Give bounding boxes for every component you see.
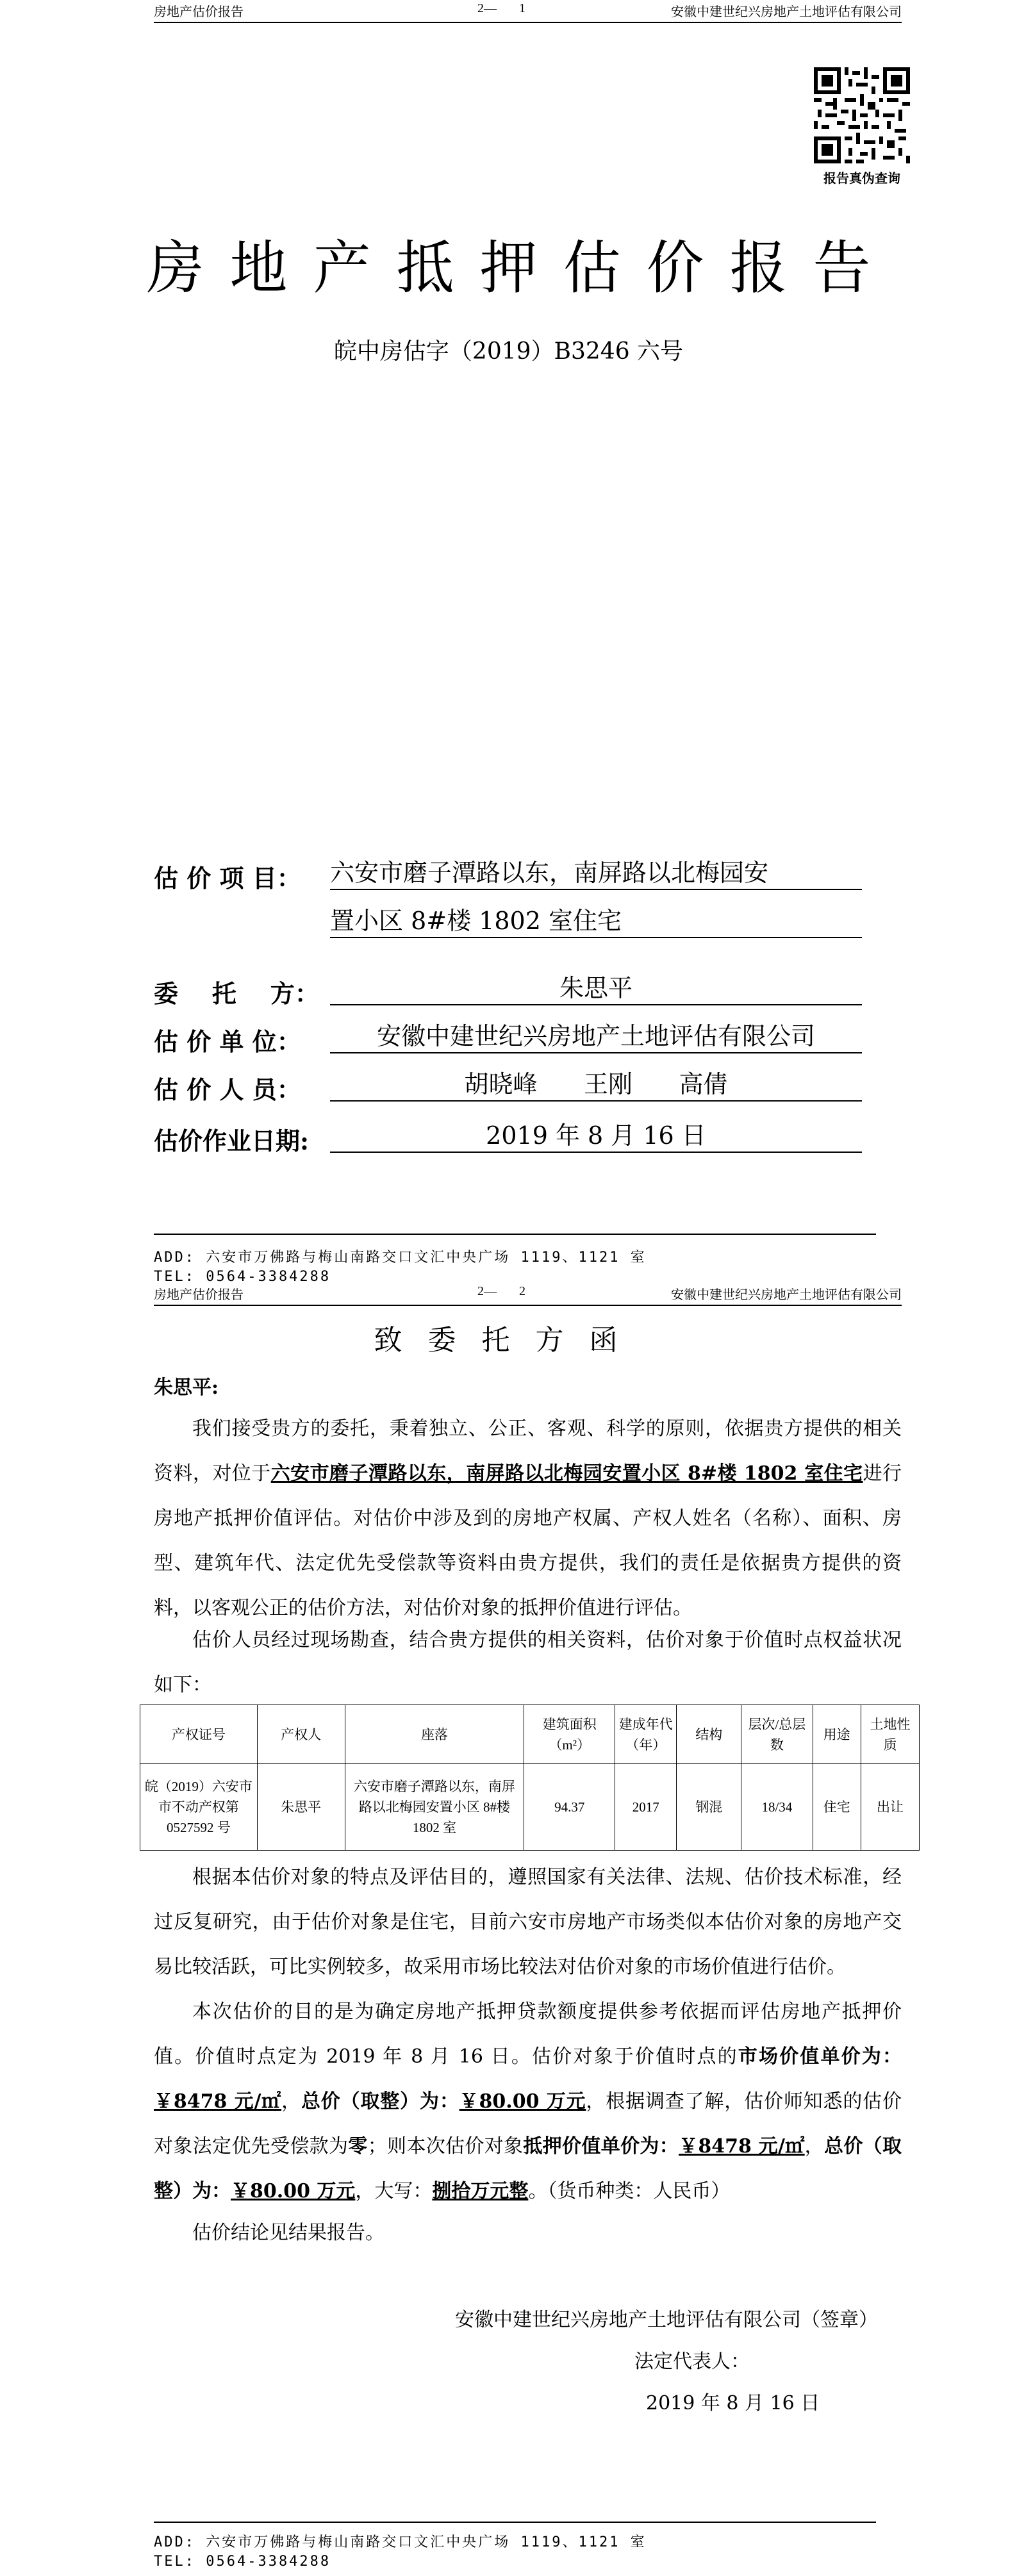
paragraph-2: 估价人员经过现场勘查，结合贵方提供的相关资料，估价对象于价值时点权益状况如下： — [154, 1629, 902, 1696]
header-company: 安徽中建世纪兴房地产土地评估有限公司 — [671, 1288, 902, 1302]
table-header: 层次/总层数 — [741, 1705, 813, 1764]
table-header: 座落 — [345, 1705, 524, 1764]
client-label: 委 托 方： — [154, 979, 319, 1008]
table-cell: 94.37 — [524, 1764, 615, 1851]
p1-address: 六安市磨子潭路以东，南屏路以北梅园安置小区 8#楼 1802 室住宅 — [270, 1462, 863, 1485]
page2-footer-tel: TEL: 0564-3384288 — [154, 2554, 331, 2570]
report-number: 皖中房估字（2019）B3246 六号 — [333, 338, 684, 365]
page1-footer-address: ADD: 六安市万佛路与梅山南路交口文汇中央广场 1119、1121 室 — [154, 1250, 647, 1266]
header-page-number: 2— 2 — [477, 1284, 525, 1298]
paragraph-3: 根据本估价对象的特点及评估目的，遵照国家有关法律、法规、估价技术标准，经过反复研究，由于估价对象是住宅，目前六安市房地产市场类似本估价对象的房地产交易比较活跃，可比实例较多，故采用市场比较法对估价对象的市场价值进行估价。 — [154, 1866, 902, 1978]
p4-total-price: ￥80.00 万元 — [459, 2090, 586, 2113]
table-header: 产权证号 — [140, 1705, 258, 1764]
table-row — [140, 1764, 920, 1851]
table-cell: 朱思平 — [257, 1764, 345, 1851]
page2-header — [154, 1283, 902, 1306]
p4-unit-price: ￥8478 元/㎡ — [154, 2090, 282, 2113]
paragraph-4 — [154, 1990, 902, 2214]
table-cell: 住宅 — [813, 1764, 861, 1851]
unit-label: 估 价 单 位： — [154, 1027, 301, 1056]
table-header: 土地性质 — [861, 1705, 920, 1764]
signature-representative: 法定代表人： — [634, 2350, 750, 2373]
p4-l: ， — [804, 2135, 824, 2158]
page2-footer-rule — [154, 2522, 876, 2523]
table-header: 用途 — [813, 1705, 861, 1764]
table-header: 建成年代（年） — [615, 1705, 677, 1764]
project-value-line2-text: 置小区 8#楼 1802 室住宅 — [330, 907, 622, 935]
p4-h: 零 — [348, 2135, 368, 2158]
p4-a: 本次估价的目的是为确定房地产抵押贷款额度提供参考依据而评估房地产抵押价值。价值时点定为 2019 年 8 月 16 日。估价对象于价值时点的 — [154, 2001, 902, 2068]
header-page-number: 2— 1 — [477, 1, 525, 15]
table-header-row — [140, 1705, 920, 1764]
p4-i: ；则本次估价对象 — [367, 2135, 524, 2158]
p4-e: 总价（取整）为： — [301, 2090, 459, 2113]
project-value-line2 — [330, 905, 862, 938]
p4-mortgage-total: ￥80.00 万元 — [231, 2180, 356, 2202]
p4-m: 总价（取整）为： — [154, 2135, 902, 2202]
p4-d: ， — [281, 2090, 301, 2113]
project-value-line1: 六安市磨子潭路以东，南屏路以北梅园安 — [330, 857, 862, 890]
p4-b: 市场价值单价为： — [738, 2045, 902, 2068]
qr-caption: 报告真伪查询 — [823, 170, 900, 186]
table-cell: 18/34 — [741, 1764, 813, 1851]
p4-uppercase-amount: 捌拾万元整 — [432, 2180, 529, 2202]
table-cell: 钢混 — [677, 1764, 741, 1851]
p4-mortgage-unit-price: ￥8478 元/㎡ — [679, 2135, 805, 2158]
table-cell: 皖（2019）六安市市不动产权第 0527592 号 — [140, 1764, 258, 1851]
page1-footer-rule — [154, 1234, 876, 1235]
qr-code-image — [814, 67, 910, 163]
p1-text-a: 我们接受贵方的委托，秉着独立、公正、客观、科学的原则，依据贵方提供的相关资料，对位于 — [154, 1417, 902, 1485]
table-header: 建筑面积（m²） — [524, 1705, 615, 1764]
signature-date: 2019 年 8 月 16 日 — [646, 2392, 820, 2415]
p4-o: ，大写： — [355, 2180, 433, 2202]
letter-title: 致委托方函 — [374, 1324, 643, 1357]
table-cell: 六安市磨子潭路以东，南屏路以北梅园安置小区 8#楼 1802 室 — [345, 1764, 524, 1851]
appraisers-label: 估 价 人 员： — [154, 1075, 301, 1104]
table-header: 产权人 — [257, 1705, 345, 1764]
p1-text-c: 进行房地产抵押价值评估。对估价中涉及到的房地产权属、产权人姓名（名称）、面积、房型、建筑年代、法定优先受偿款等资料由贵方提供，我们的责任是依据贵方提供的资料，以客观公正的估价方法，对估价对象的抵押价值进行评估。 — [154, 1462, 902, 1619]
signature-company: 安徽中建世纪兴房地产土地评估有限公司（签章） — [455, 2309, 878, 2331]
p4-q: 。（货币种类：人民币） — [528, 2180, 731, 2202]
p4-j: 抵押价值单价为： — [523, 2135, 679, 2158]
date-label: 估价作业日期: — [154, 1127, 310, 1155]
p4-g: ，根据调查了解，估价师知悉的估价对象法定优先受偿款为 — [154, 2090, 902, 2158]
header-company: 安徽中建世纪兴房地产土地评估有限公司 — [671, 5, 902, 19]
salutation: 朱思平: — [154, 1376, 219, 1399]
header-left: 房地产估价报告 — [154, 5, 244, 19]
header-left: 房地产估价报告 — [154, 1288, 244, 1302]
table-cell: 2017 — [615, 1764, 677, 1851]
table-header: 结构 — [677, 1705, 741, 1764]
unit-value: 安徽中建世纪兴房地产土地评估有限公司 — [330, 1020, 862, 1053]
project-label: 估 价 项 目： — [154, 864, 301, 893]
page1-footer-tel: TEL: 0564-3384288 — [154, 1269, 331, 1285]
page1-header — [154, 0, 902, 23]
client-value: 朱思平 — [330, 972, 862, 1005]
paragraph-1 — [154, 1407, 902, 1631]
page2-footer-address: ADD: 六安市万佛路与梅山南路交口文汇中央广场 1119、1121 室 — [154, 2534, 647, 2550]
paragraph-5: 估价结论见结果报告。 — [192, 2222, 384, 2244]
date-value: 2019 年 8 月 16 日 — [330, 1119, 862, 1153]
appraisers-value: 胡晓峰 王刚 高倩 — [330, 1068, 862, 1102]
report-title: 房地产抵押估价报告 — [146, 235, 897, 302]
table-cell: 出让 — [861, 1764, 920, 1851]
property-table — [140, 1705, 920, 1851]
